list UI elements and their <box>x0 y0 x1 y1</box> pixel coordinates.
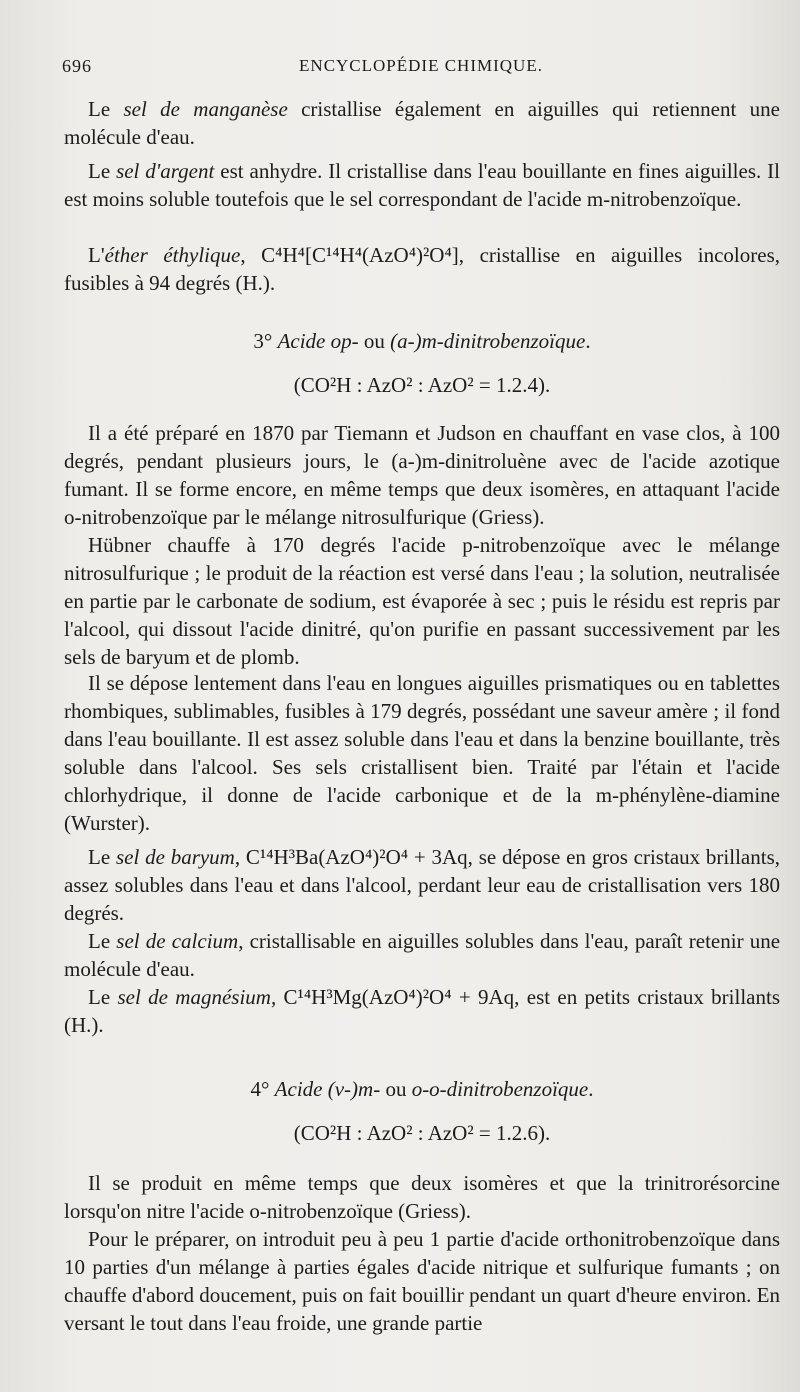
paragraph-properties-3: Il se dépose lentement dans l'eau en longues aiguilles prismatiques ou en tablettes rhombiques, sublimables, fusibles à 179 degrés, possédant une saveur amère ; il fond dans l'eau bouillante. Il est assez soluble dans l'eau et dans la benzine bouillante, très soluble dans l'alcool. Ses sels cristallisent bien. Traité par l'étain et l'acide chlorhydrique, il donne de l'acide carbonique et de la m-phénylène-diamine (Wurster). <box>64 671 780 835</box>
paragraph-preparation-3: Il a été préparé en 1870 par Tiemann et Judson en chauffant en vase clos, à 100 degrés, pendant plusieurs jours, le (a-)m-dinitroluène avec de l'acide azotique fumant. Il se forme encore, en même temps que deux isomères, en attaquant l'acide o-nitrobenzoïque par le mélange nitrosulfurique (Griess). <box>64 421 780 529</box>
paragraph-preparation-4: Pour le préparer, on introduit peu à peu 1 partie d'acide orthonitrobenzoïque dans 10 parties d'un mélange à parties égales d'acide nitrique et sulfurique fumants ; on chauffe d'abord doucement, puis on fait bouillir pendant un quart d'heure environ. En versant le tout dans l'eau froide, une grande partie <box>64 1227 780 1335</box>
page-header <box>62 52 780 82</box>
paragraph-hubner: Hübner chauffe à 170 degrés l'acide p-nitrobenzoïque avec le mélange nitrosulfurique ; le produit de la réaction est versé dans l'eau ; la solution, neutralisée en partie par le carbonate de sodium, est évaporée à sec ; puis le résidu est repris par l'alcool, qui dissout l'acide dinitré, qu'on purifie en passant successivement par les sels de baryum et de plomb. <box>64 533 780 669</box>
section-heading-3: 3° Acide op- ou (a-)m-dinitrobenzoïque. <box>253 329 591 353</box>
page-number: 696 <box>62 56 92 76</box>
paragraph-calcium-salt: Le sel de calcium, cristallisable en aiguilles solubles dans l'eau, paraît retenir une molécule d'eau. <box>64 929 781 981</box>
running-title: ENCYCLOPÉDIE CHIMIQUE. <box>299 56 543 75</box>
paragraph-barium-salt: Le sel de baryum, C¹⁴H³Ba(AzO⁴)²O⁴ + 3Aq, se dépose en gros cristaux brillants, assez solubles dans l'eau et dans l'alcool, perdant leur eau de cristallisation vers 180 degrés. <box>64 845 781 925</box>
paragraph-silver-salt: Le sel d'argent est anhydre. Il cristallise dans l'eau bouillante en fines aiguilles. Il est moins soluble toutefois que le sel correspondant de l'acide m-nitrobenzoïque. <box>64 159 780 211</box>
paragraph-manganese-salt: Le sel de manganèse cristallise également en aiguilles qui retiennent une molécule d'eau. <box>64 97 780 149</box>
section-heading-4: 4° Acide (v-)m- ou o-o-dinitrobenzoïque. <box>250 1077 594 1101</box>
paragraph-production-4: Il se produit en même temps que deux isomères et que la trinitrorésorcine lorsqu'on nitre l'acide o-nitrobenzoïque (Griess). <box>64 1171 780 1223</box>
formula-line-3: (CO²H : AzO² : AzO² = 1.2.4). <box>293 373 551 397</box>
paragraph-ethyl-ether: L'éther éthylique, C⁴H⁴[C¹⁴H⁴(AzO⁴)²O⁴], cristallise en aiguilles incolores, fusibles à 94 degrés (H.). <box>64 243 780 295</box>
formula-line-4: (CO²H : AzO² : AzO² = 1.2.6). <box>293 1121 551 1145</box>
paragraph-magnesium-salt: Le sel de magnésium, C¹⁴H³Mg(AzO⁴)²O⁴ + 9Aq, est en petits cristaux brillants (H.). <box>64 985 780 1037</box>
